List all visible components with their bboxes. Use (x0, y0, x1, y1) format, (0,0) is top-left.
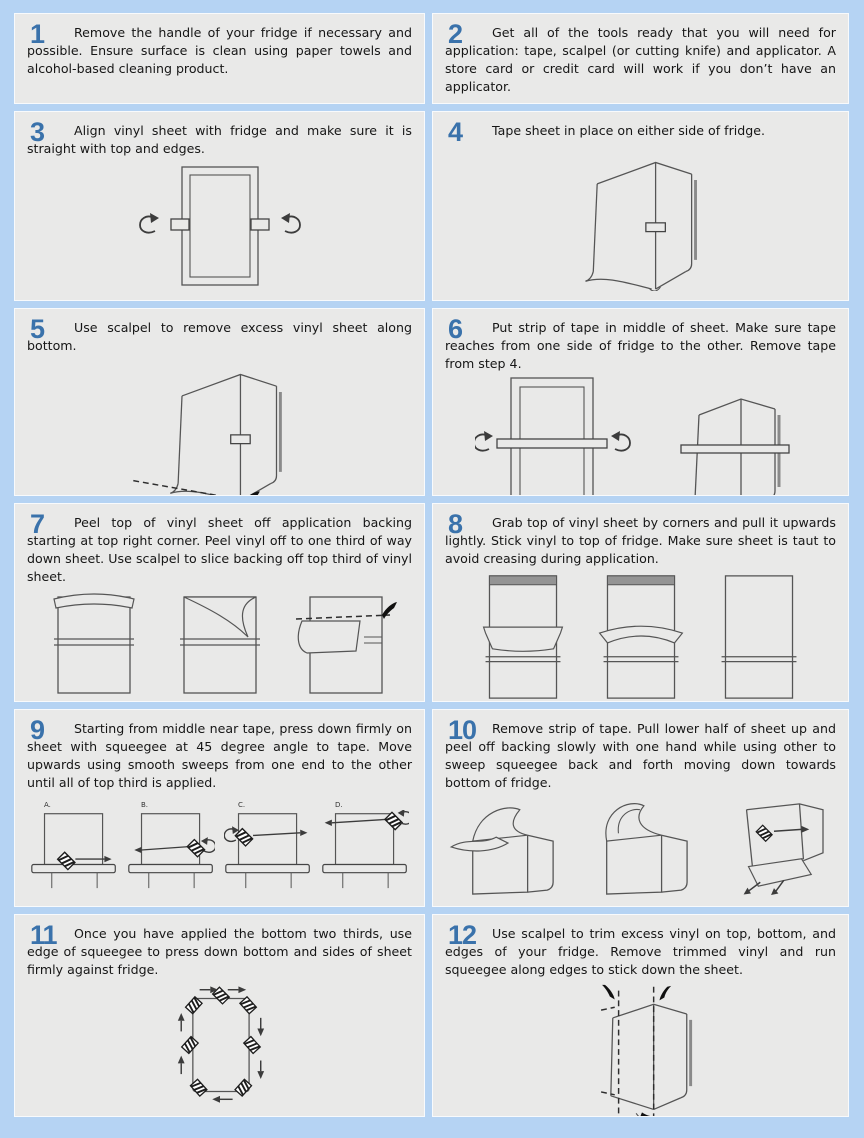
sweep-panel-a (30, 802, 118, 890)
backing-peel-diagram (42, 587, 398, 697)
step-number: 9 (30, 715, 45, 745)
step-text: Starting from middle near tape, press down firmly on sheet with squeegee at 45 degree angle to tape. Move upwards using smooth sweeps from one end to the other until all of top third is applied. (27, 721, 412, 791)
step-text: Peel top of vinyl sheet off application backing starting at top right corner. Peel vinyl off to one third of way down sheet. Use scalpel to slice backing off top third of vinyl sheet. (27, 515, 412, 585)
panel-label: C. (238, 801, 246, 810)
step-number: 4 (448, 117, 463, 147)
fridge-taped-diagram (556, 143, 726, 291)
step-text: Remove strip of tape. Pull lower half of sheet up and peel off backing slowly with one hand while using other to sweep squeegee back and forth moving down towards bottom of fridge. (445, 721, 836, 791)
step-5-cell (14, 308, 425, 496)
panel-label: A. (44, 801, 51, 810)
backing-removal-diagram (448, 796, 834, 896)
step-4-cell (432, 111, 849, 301)
panel-label: D. (335, 801, 343, 810)
step-text: Align vinyl sheet with fridge and make sure it is straight with top and edges. (27, 123, 412, 157)
step-number: 1 (30, 19, 45, 49)
step-number: 2 (448, 19, 463, 49)
sheet-alignment-diagram (115, 163, 325, 289)
step-text: Use scalpel to trim excess vinyl on top, bottom, and edges of your fridge. Remove trimmed vinyl and run squeegee along edges to stick down the sheet. (445, 926, 836, 978)
step-2-cell (432, 13, 849, 104)
bottom-trim-diagram (125, 355, 315, 496)
step-number: 11 (30, 920, 57, 950)
step-number: 7 (30, 509, 45, 539)
step-8-cell (432, 503, 849, 702)
step-10-cell (432, 709, 849, 907)
step-number: 10 (448, 715, 477, 745)
step-number: 12 (448, 920, 477, 950)
step-text: Grab top of vinyl sheet by corners and pull it upwards lightly. Stick vinyl to top of fridge. Make sure sheet is taut to avoid creasing during application. (445, 515, 836, 567)
sweep-panel-b (127, 802, 215, 890)
step-text: Put strip of tape in middle of sheet. Make sure tape reaches from one side of fridge to the other. Remove tape from step 4. (445, 320, 836, 372)
step-text: Remove the handle of your fridge if necessary and possible. Ensure surface is clean using paper towels and alcohol-based cleaning product. (27, 25, 412, 77)
step-9-cell (14, 709, 425, 907)
step-text: Use scalpel to remove excess vinyl sheet along bottom. (27, 320, 412, 354)
step-number: 3 (30, 117, 45, 147)
panel-label: B. (141, 801, 149, 810)
step-text: Get all of the tools ready that you will need for application: tape, scalpel (or cutting knife) and applicator. A store card or credit card will work if you don’t have an applicator. (445, 25, 836, 95)
sweep-panel-d (321, 802, 409, 890)
step-number: 5 (30, 314, 45, 344)
step-12-cell (432, 914, 849, 1117)
step-text: Tape sheet in place on either side of fridge. (492, 123, 766, 138)
step-text: Once you have applied the bottom two thirds, use edge of squeegee to press down bottom and sides of sheet firmly against fridge. (27, 926, 412, 978)
sheet-lift-diagram (475, 568, 807, 702)
edge-press-diagram (140, 981, 300, 1109)
step-number: 6 (448, 314, 463, 344)
trim-edges-diagram (556, 979, 726, 1117)
squeegee-sweep-diagram (30, 802, 409, 890)
step-6-cell (432, 308, 849, 496)
step-1-cell (14, 13, 425, 104)
step-3-cell (14, 111, 425, 301)
tape-strip-diagram (475, 373, 807, 496)
step-number: 8 (448, 509, 463, 539)
step-11-cell (14, 914, 425, 1117)
sweep-panel-c (224, 802, 312, 890)
step-7-cell (14, 503, 425, 702)
